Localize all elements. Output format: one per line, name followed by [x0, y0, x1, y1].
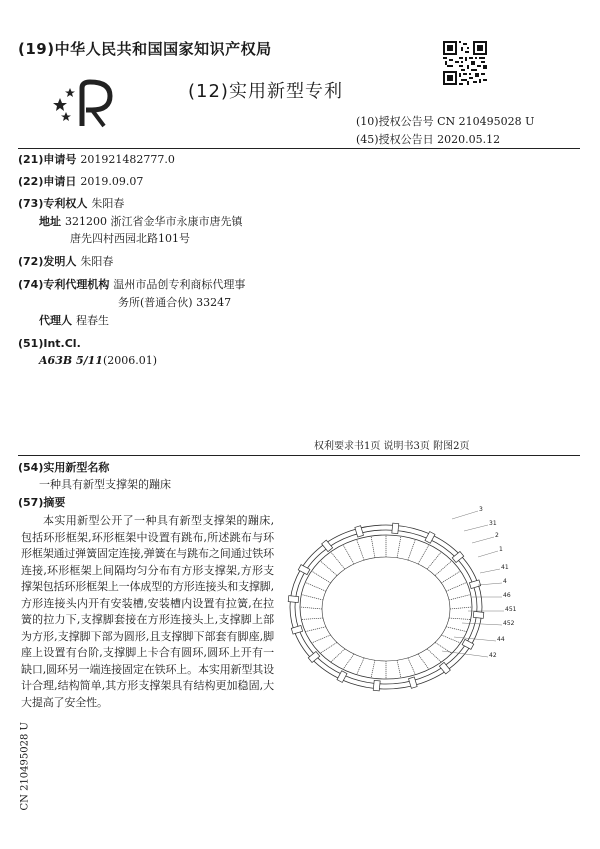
app-date-label: (22)申请日 — [18, 175, 77, 188]
office-name: (19)中华人民共和国国家知识产权局 — [18, 40, 272, 58]
intcl-label: (51)Int.Cl. — [18, 337, 81, 350]
utility-model-title: 一种具有新型支撑架的蹦床 — [39, 478, 171, 491]
support-leg — [439, 662, 450, 674]
spring — [435, 561, 452, 576]
drawing-label: 4 — [503, 578, 507, 585]
spring — [418, 545, 429, 564]
spring — [435, 642, 452, 653]
drawing-label: 452 — [503, 620, 515, 627]
spring — [357, 539, 365, 560]
agency-line1: 温州市品创专利商标代理事 — [113, 278, 246, 291]
pub-number-value: CN 210495028 U — [437, 115, 535, 128]
app-date-value: 2019.09.07 — [80, 175, 144, 188]
spring — [408, 658, 416, 675]
agent-label: 代理人 — [39, 314, 72, 327]
drawing-label: 2 — [495, 532, 499, 539]
spring — [397, 660, 401, 678]
spring — [331, 649, 345, 662]
spring — [446, 582, 467, 591]
spring — [305, 627, 326, 632]
drawing-label: 46 — [503, 592, 511, 599]
title-label: (54)实用新型名称 — [18, 461, 110, 474]
support-leg — [392, 523, 399, 534]
patent-agency — [18, 277, 245, 293]
int-cl-code — [39, 353, 157, 369]
pub-number-label: (10)授权公告号 — [356, 115, 434, 128]
spring — [450, 607, 472, 609]
intcl-code: A63B 5/11 — [39, 354, 103, 367]
drawing-label: 1 — [499, 546, 503, 553]
spring — [418, 654, 429, 669]
support-leg — [373, 680, 380, 691]
drawing-label: 31 — [489, 520, 497, 527]
publication-number — [356, 113, 534, 129]
drawing-label: 3 — [479, 506, 483, 513]
spring — [357, 658, 365, 675]
address-label: 地址 — [39, 215, 61, 228]
title-divider — [18, 455, 580, 456]
patentee — [18, 196, 124, 212]
spring — [397, 536, 401, 558]
spring — [312, 635, 331, 643]
inventor-label: (72)发明人 — [18, 255, 77, 268]
page-counts: 权利要求书1页 说明书3页 附图2页 — [314, 441, 470, 452]
inventor — [18, 254, 113, 270]
spring — [449, 594, 471, 599]
drawing-label: 42 — [489, 652, 497, 659]
spring — [305, 582, 326, 591]
abstract-label: (57)摘要 — [18, 496, 66, 509]
int-cl — [18, 336, 81, 352]
application-number — [18, 152, 175, 168]
header-divider — [18, 148, 580, 149]
support-leg — [298, 565, 310, 575]
spring — [446, 627, 467, 632]
patentee-label: (73)专利权人 — [18, 197, 88, 210]
qr-code-icon — [443, 41, 487, 85]
abstract-text: 本实用新型公开了一种具有新型支撑架的蹦床,包括环形框架,环形框架中设置有跳布,所述跳布与环形框架通过弹簧固定连接,弹簧在与跳布之间通过铁环连接,环形框架上间隔均匀分布有方形支撑架,方形支撑架包括环形框架上一体成型的方形连接头和支撑脚,方形连接头内开有安装槽,安装槽内设置有拉簧,在拉簧的拉力下,支撑脚套接在方形连接头上,支撑脚上部为方形,支撑脚下部为圆形,且支撑脚下部套有脚座,脚座上设置有台阶,支撑脚上卡合有圆环,圆环上开有一缺口,圆环另一端连接固定在铁环上。本实用新型其设计合理,结构简单,其方形支撑架具有结构更加稳固,大大提高了安全性。 — [21, 514, 274, 709]
spring — [427, 649, 441, 662]
spring — [371, 536, 375, 558]
inventor-value: 朱阳春 — [80, 255, 114, 268]
publication-date — [356, 131, 500, 147]
support-leg — [308, 652, 320, 663]
spring — [331, 552, 345, 569]
spring — [301, 594, 323, 599]
drawing-label: 44 — [497, 636, 505, 643]
cnipa-logo-icon — [52, 78, 118, 130]
document-type: (12)实用新型专利 — [188, 81, 343, 102]
spring — [312, 571, 331, 583]
support-leg — [452, 552, 464, 563]
address-line2: 唐先四村西园北路101号 — [70, 232, 190, 245]
address — [39, 214, 243, 230]
application-date — [18, 174, 143, 190]
spring — [449, 618, 471, 619]
spring — [300, 607, 322, 609]
spring — [343, 654, 354, 669]
support-leg — [322, 540, 333, 552]
intcl-version: (2006.01) — [102, 354, 158, 367]
agency-label: (74)专利代理机构 — [18, 278, 110, 291]
spring — [408, 539, 416, 560]
patentee-value: 朱阳春 — [91, 197, 125, 210]
app-no-label: (21)申请号 — [18, 153, 77, 166]
address-line1: 321200 浙江省金华市永康市唐先镇 — [65, 215, 243, 228]
spring — [427, 552, 441, 569]
spring — [441, 571, 460, 583]
drawing-label: 451 — [505, 606, 517, 613]
spring — [371, 660, 375, 678]
spring — [343, 545, 354, 564]
trampoline-drawing — [282, 497, 534, 697]
support-leg — [462, 639, 474, 649]
agent — [39, 313, 109, 329]
agency-line2: 务所(普通合伙) 33247 — [118, 296, 232, 309]
pub-date-value: 2020.05.12 — [437, 133, 501, 146]
agent-value: 程春生 — [76, 314, 109, 327]
drawing-label: 41 — [501, 564, 509, 571]
pub-date-label: (45)授权公告日 — [356, 133, 434, 146]
spring — [301, 618, 323, 619]
spring — [441, 635, 460, 643]
spring — [320, 561, 337, 576]
support-leg — [473, 611, 484, 618]
app-no-value: 201921482777.0 — [80, 153, 175, 166]
spring — [320, 642, 337, 653]
support-leg — [288, 596, 299, 603]
side-publication-code: CN 210495028 U — [19, 722, 31, 811]
